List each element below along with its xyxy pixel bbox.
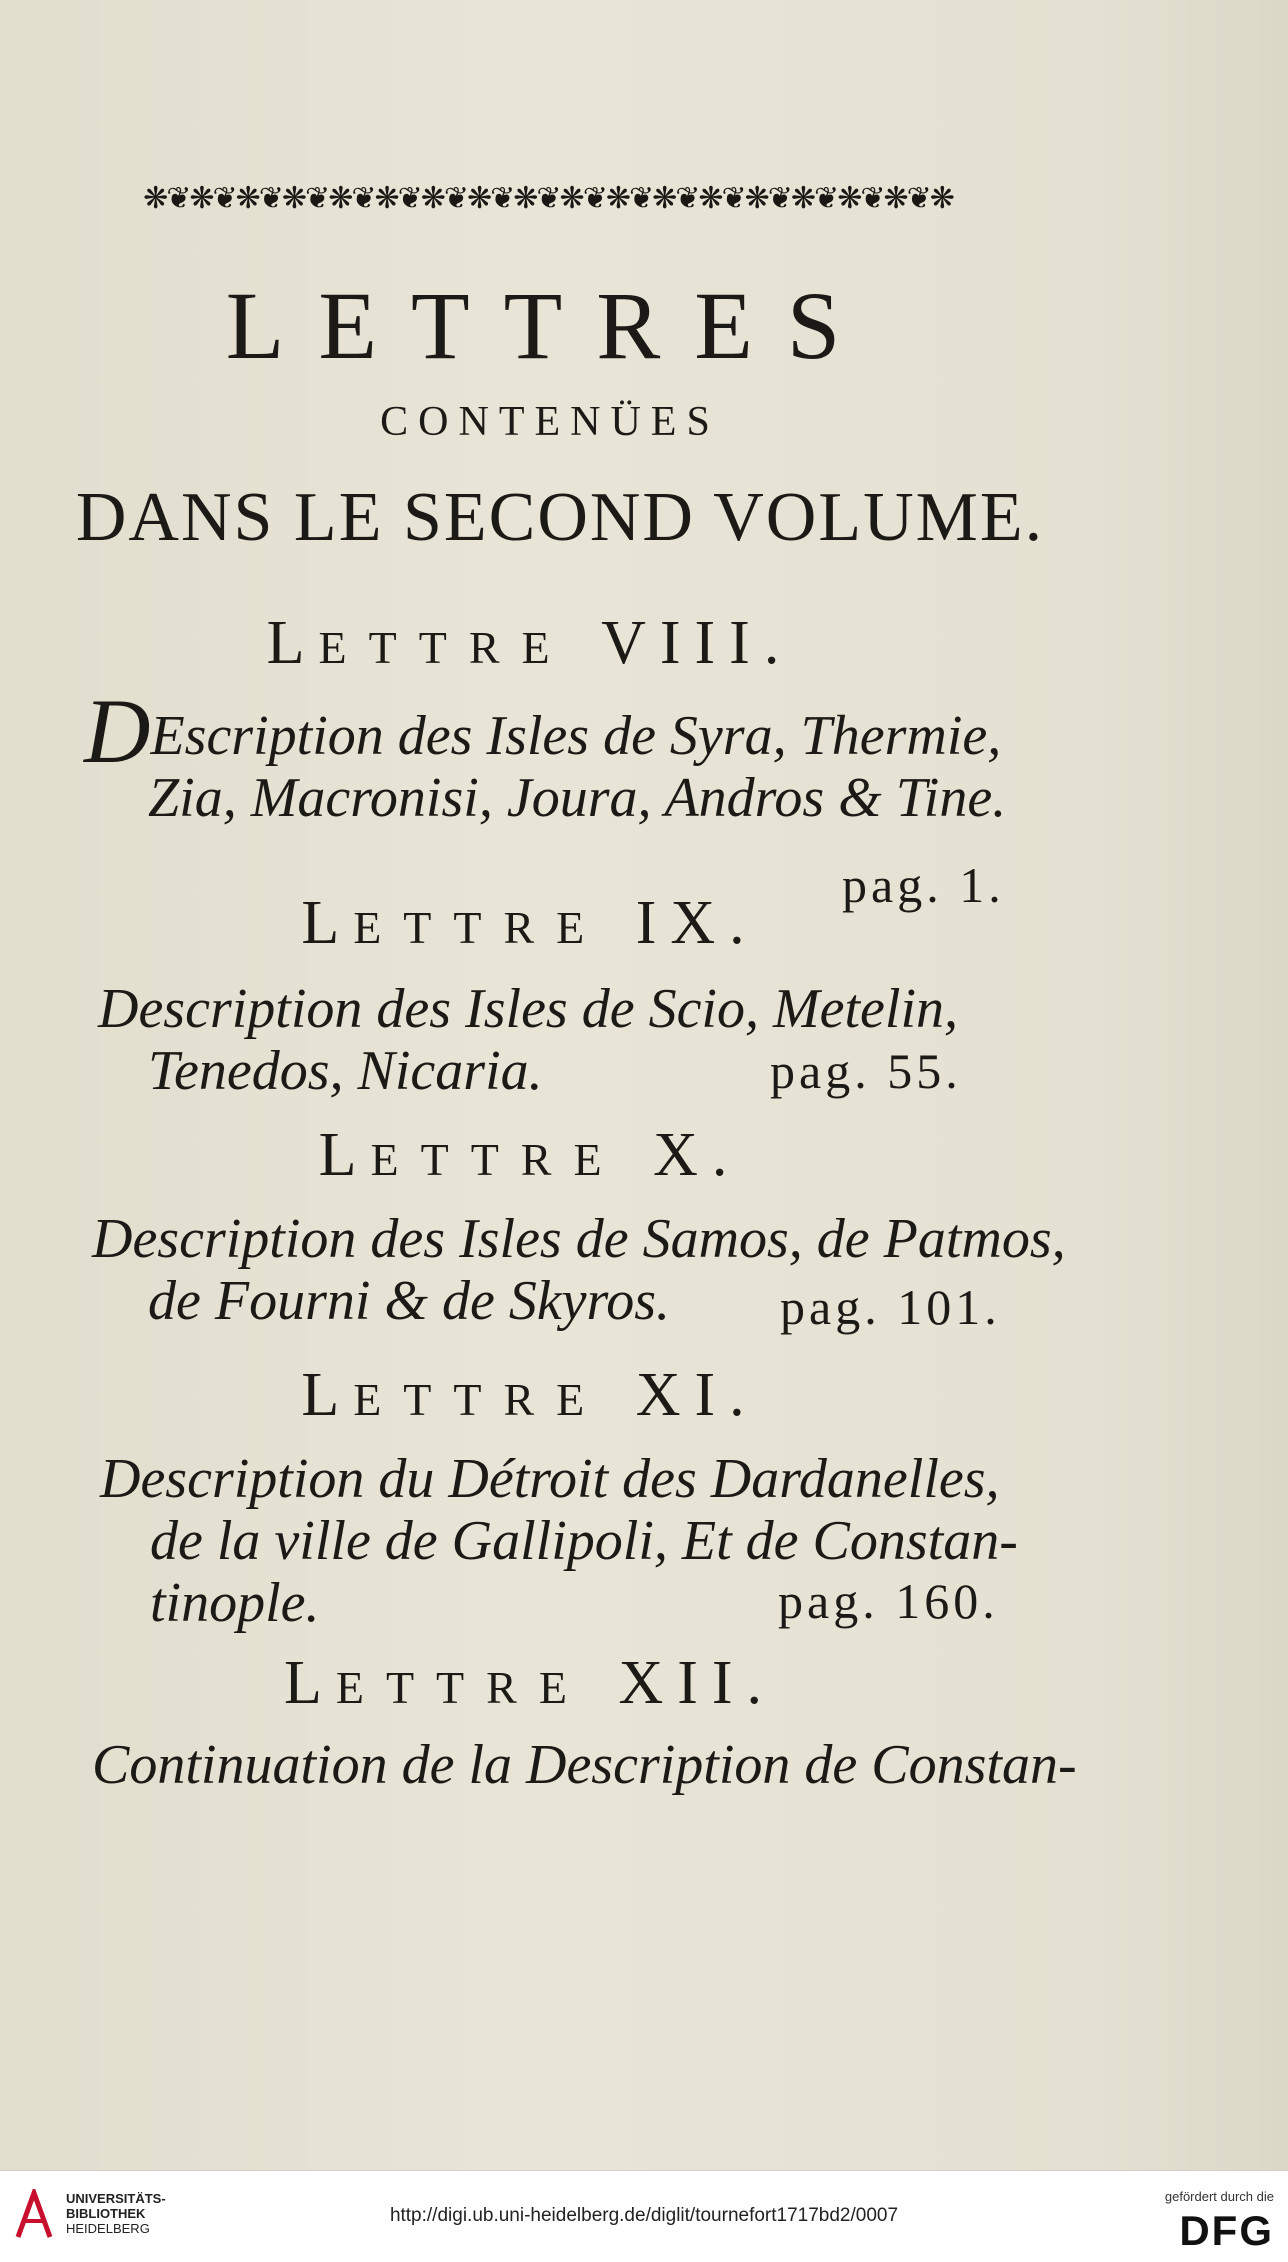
viewer-footer [0, 2170, 1288, 2262]
page-ref-x: pag. 101. [780, 1279, 1001, 1335]
letter-heading-viii: LETTRE VIII. [266, 609, 794, 677]
page-title: LETTRES [225, 272, 875, 379]
drop-cap: D [84, 680, 151, 782]
letter-heading-ix: LETTRE IX. [301, 889, 759, 957]
page-ref-xi: pag. 160. [778, 1573, 999, 1629]
letter-entry-x: Description des Isles de Samos, de Patmos, de Fourni & de Skyros. [92, 1208, 1066, 1332]
letter-entry-xi: Description du Détroit des Dardanelles, de la ville de Gallipoli, Et de Constan- tinople. [100, 1448, 1018, 1634]
funding-label: gefördert durch die [1164, 2189, 1274, 2204]
page-subtitle: CONTENÜES [380, 399, 720, 445]
letter-entry-xii: Continuation de la Description de Constan- [92, 1734, 1077, 1796]
page-ref-viii: pag. 1. [842, 857, 1005, 913]
letter-heading-xi: LETTRE XI. [301, 1361, 759, 1429]
volume-title: DANS LE SECOND VOLUME. [75, 479, 1045, 556]
page-url-link[interactable]: http://digi.ub.uni-heidelberg.de/diglit/tournefort1717bd2/0007 [389, 2205, 899, 2226]
letter-entry-viii: DEscription des Isles de Syra, Thermie, Zia, Macronisi, Joura, Andros & Tine. [84, 680, 1007, 829]
letter-heading-xii: LETTRE XII. [283, 1649, 777, 1717]
page-ref-ix: pag. 55. [770, 1043, 962, 1099]
letter-heading-x: LETTRE X. [318, 1121, 742, 1189]
dfg-logo: DFG [1179, 2207, 1274, 2254]
library-name: UNIVERSITÄTS- BIBLIOTHEK HEIDELBERG [66, 2191, 166, 2236]
ornamental-border: ❋❦❋❦❋❦❋❦❋❦❋❦❋❦❋❦❋❦❋❦❋❦❋❦❋❦❋❦❋❦❋❦❋❦❋ [143, 180, 953, 216]
letter-entry-ix: Description des Isles de Scio, Metelin, Tenedos, Nicaria. [98, 978, 959, 1102]
